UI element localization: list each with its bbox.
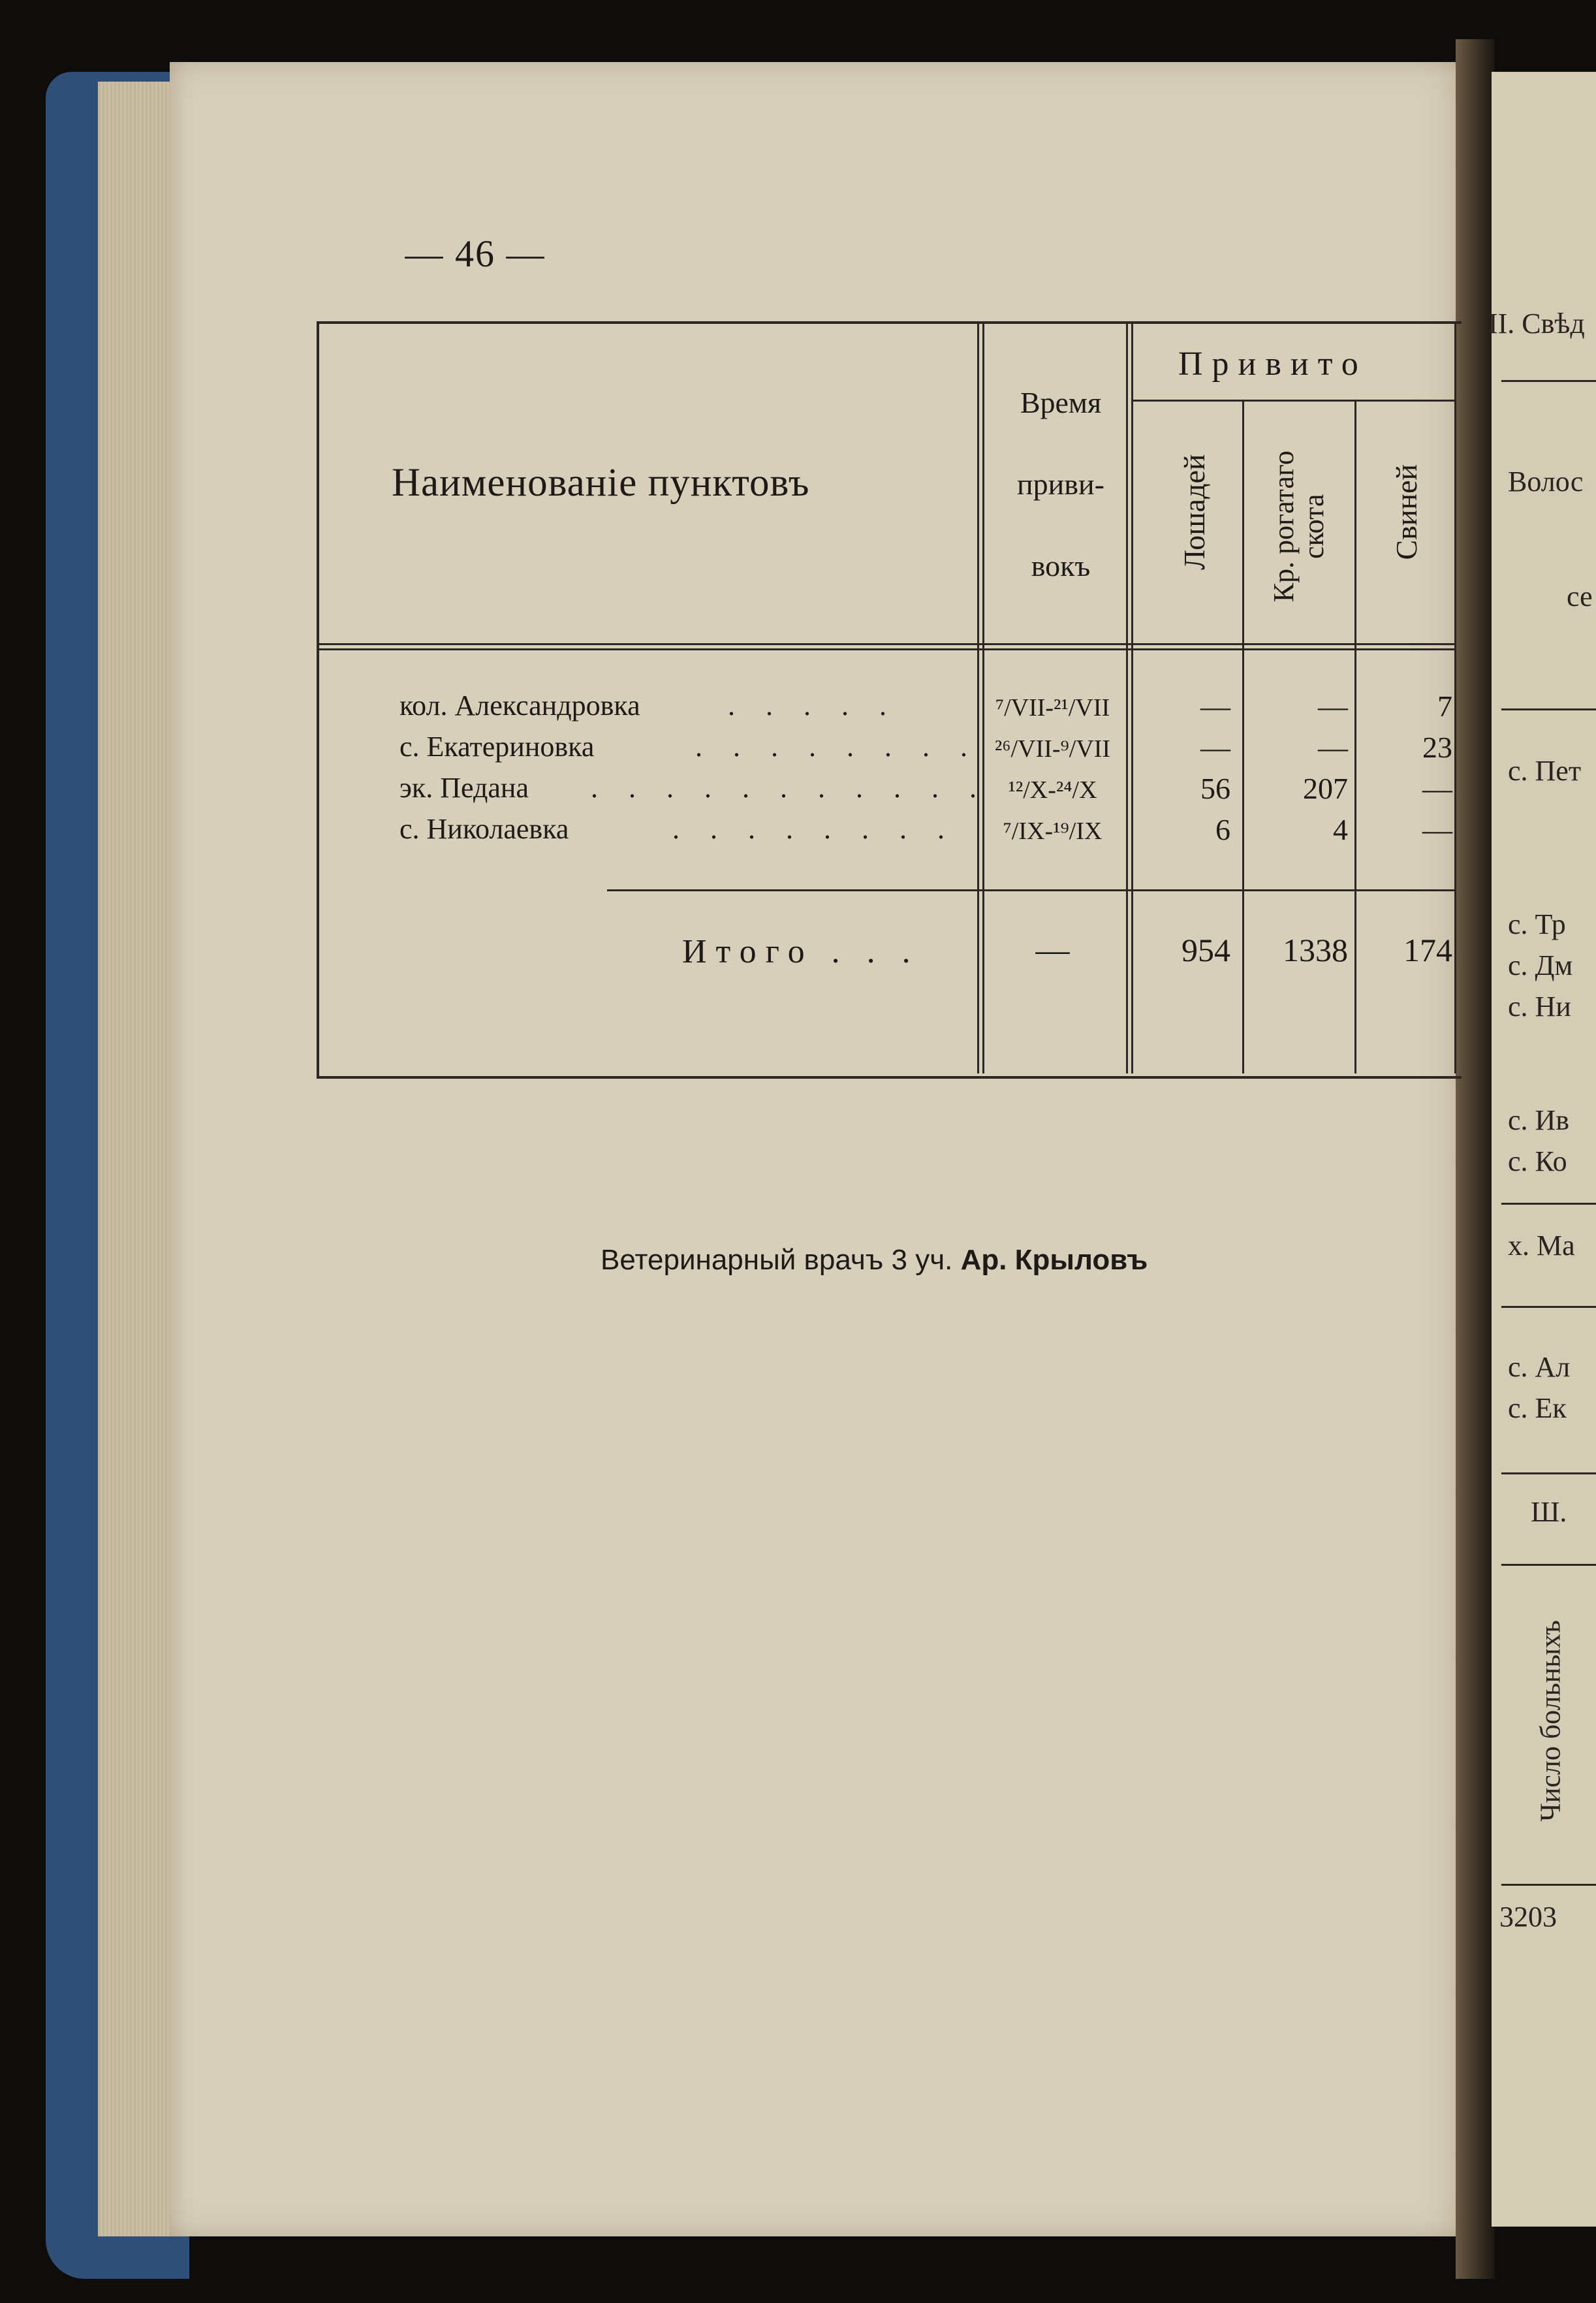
header-cattle-line-2: скота <box>1298 494 1330 559</box>
total-horses: 954 <box>1181 932 1230 968</box>
row-place: эк. Педана <box>399 772 529 804</box>
signature-title: Ветеринарный врачъ 3 уч. <box>601 1244 953 1276</box>
signature-name: Ар. Крыловъ <box>960 1244 1148 1276</box>
table-divider <box>1354 400 1356 1073</box>
row-time: ⁷/IX-¹⁹/IX <box>1003 818 1103 845</box>
total-cattle: 1338 <box>1283 932 1348 968</box>
table-rule <box>317 643 1456 645</box>
header-pigs: Свиней <box>1389 464 1423 560</box>
row-pigs: 23 <box>1422 731 1452 764</box>
row-time: ²⁶/VII-⁹/VII <box>994 735 1111 763</box>
header-time-line-3: вокъ <box>1031 549 1091 582</box>
row-horses: — <box>1200 690 1230 723</box>
total-time: — <box>1035 932 1070 969</box>
right-page-heading: II. Свѣд <box>1488 308 1585 340</box>
right-page-text: х. Ма <box>1508 1230 1575 1262</box>
leader-dots: . . . . . . . . <box>672 813 956 845</box>
row-place: с. Николаевка <box>399 813 569 845</box>
total-label: Итого . . . <box>682 933 920 970</box>
table-divider <box>1242 400 1244 1073</box>
row-cattle: 207 <box>1303 772 1348 805</box>
header-time-line-1: Время <box>1020 386 1102 419</box>
row-place: с. Екатериновка <box>399 731 595 763</box>
right-page-rule <box>1501 1472 1596 1474</box>
signature <box>601 1244 1148 1277</box>
right-page-text: с. Ек <box>1508 1392 1567 1424</box>
header-cattle <box>1269 441 1329 611</box>
book-gutter <box>1456 39 1495 2279</box>
row-time: ⁷/VII-²¹/VII <box>995 694 1110 722</box>
right-page-text: с. Пет <box>1508 755 1582 787</box>
row-pigs: — <box>1422 772 1452 805</box>
right-page-text: с. Дм <box>1508 949 1573 981</box>
header-place-name: Наименованіе пунктовъ <box>392 461 810 505</box>
leader-dots: . . . . . . . . <box>695 731 979 763</box>
page-number: — 46 — <box>405 232 546 275</box>
right-page-rule <box>1501 1203 1596 1205</box>
right-page-text: Ш. <box>1531 1496 1567 1528</box>
table-divider <box>1454 321 1456 1073</box>
right-page-rule <box>1501 380 1596 382</box>
row-place: кол. Александровка <box>399 690 640 722</box>
header-cattle-line-1: Кр. рогатаго <box>1267 451 1300 603</box>
row-cattle: — <box>1318 731 1348 764</box>
right-page-text: с. Ив <box>1508 1104 1570 1136</box>
table-divider <box>1131 321 1133 1073</box>
table-rule <box>607 889 1456 891</box>
header-vaccinated: Привито <box>1178 345 1368 383</box>
row-horses: 6 <box>1215 813 1230 846</box>
leader-dots: . . . . . <box>728 690 898 722</box>
right-page-text: се <box>1567 580 1593 612</box>
row-horses: 56 <box>1200 772 1230 805</box>
right-page-rotated-label: Число больныхъ <box>1534 1620 1567 1822</box>
right-page-text: с. Тр <box>1508 908 1566 940</box>
right-page-text: 3203 <box>1499 1901 1557 1933</box>
table-rule <box>1131 400 1454 402</box>
row-pigs: 7 <box>1437 690 1452 723</box>
row-pigs: — <box>1422 813 1452 846</box>
row-cattle: — <box>1318 690 1348 723</box>
row-cattle: 4 <box>1333 813 1348 846</box>
right-page-text: с. Ни <box>1508 991 1571 1023</box>
header-time-line-2: приви- <box>1017 468 1104 501</box>
right-page-text: с. Ко <box>1508 1145 1567 1177</box>
table-rule <box>317 648 1456 650</box>
header-horses: Лошадей <box>1177 454 1211 570</box>
row-time: ¹²/X-²⁴/X <box>1008 776 1097 804</box>
right-page-rule <box>1501 1564 1596 1566</box>
right-page-rule <box>1501 708 1596 710</box>
right-page-text: с. Ал <box>1508 1351 1571 1383</box>
row-horses: — <box>1200 731 1230 764</box>
right-page-text: Волос <box>1508 466 1584 498</box>
table-divider <box>1126 321 1128 1073</box>
right-page-rule <box>1501 1306 1596 1308</box>
leader-dots: . . . . . . . . . . . <box>591 772 988 804</box>
total-pigs: 174 <box>1403 932 1452 968</box>
right-page-rule <box>1501 1884 1596 1886</box>
